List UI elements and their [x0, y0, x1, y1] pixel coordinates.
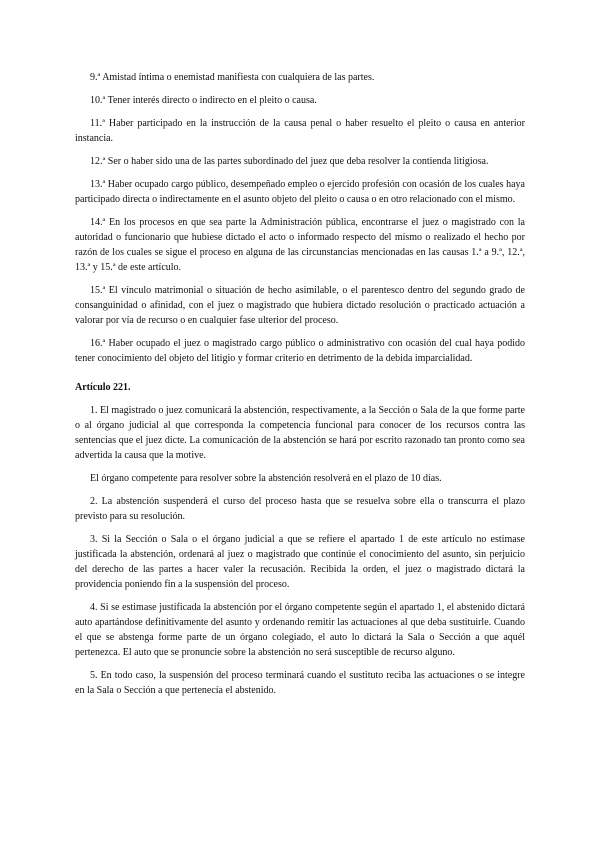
article-section-1: 1. El magistrado o juez comunicará la abstención, respectivamente, a la Sección o Sala de la que forme parte o al órgano judicial al que corresponda la competencia funcional para conocer de los recursos contra las sentencias que el juez dicte. La comunicación de la abstención se hará por escrito razonado tan pronto como sea advertida la causa que la motive. — [75, 405, 525, 461]
cause-15: 15.ª El vínculo matrimonial o situación de hecho asimilable, o el parentesco dentro del segundo grado de consanguinidad o afinidad, con el juez o magistrado que hubiera dictado resolución o practicado actuación a valorar por vía de recurso o en cualquier fase ulterior del proceso. — [75, 285, 525, 326]
article-section-3: 3. Si la Sección o Sala o el órgano judicial a que se refiere el apartado 1 de este artículo no estimase justificada la abstención, ordenará al juez o magistrado que continúe el conocimiento del asunto, sin perjuicio del derecho de las partes a hacer valer la recusación. Recibida la orden, el juez o magistrado dictará la providencia poniendo fin a la suspensión del proceso. — [75, 534, 525, 590]
article-section-4: 4. Si se estimase justificada la abstención por el órgano competente según el apartado 1, el abstenido dictará auto apartándose definitivamente del asunto y ordenando remitir las actuaciones al que deba sustituirle. Cuando el que se abstenga forme parte de un órgano colegiado, el auto lo dictará la Sala o Sección a que aquél pertenezca. El auto que se pronuncie sobre la abstención no será susceptible de recurso alguno. — [75, 602, 525, 658]
cause-14: 14.ª En los procesos en que sea parte la Administración pública, encontrarse el juez o magistrado con la autoridad o funcionario que hubiese dictado el acto o informado respecto del mismo o realizado el hecho por razón de los cuales se sigue el proceso en alguna de las circunstancias mencionadas en las causas 1.ª a 9.ª, 12.ª, 13.ª y 15.ª de este artículo. — [75, 217, 525, 273]
cause-13: 13.ª Haber ocupado cargo público, desempeñado empleo o ejercido profesión con ocasión de los cuales haya participado directa o indirectamente en el asunto objeto del pleito o causa o en otro relacionado con el mismo. — [75, 179, 525, 205]
article-section-2: 2. La abstención suspenderá el curso del proceso hasta que se resuelva sobre ella o transcurra el plazo previsto para su resolución. — [75, 496, 525, 522]
cause-12: 12.ª Ser o haber sido una de las partes subordinado del juez que deba resolver la contienda litigiosa. — [90, 156, 489, 167]
cause-9: 9.ª Amistad íntima o enemistad manifiesta con cualquiera de las partes. — [90, 72, 375, 83]
article-section-1-note: El órgano competente para resolver sobre la abstención resolverá en el plazo de 10 días. — [90, 473, 442, 484]
article-section-5: 5. En todo caso, la suspensión del proceso terminará cuando el sustituto reciba las actuaciones o se integre en la Sala o Sección a que pertenecía el abstenido. — [75, 670, 525, 696]
cause-11: 11.ª Haber participado en la instrucción de la causa penal o haber resuelto el pleito o causa en anterior instancia. — [75, 118, 525, 144]
cause-16: 16.ª Haber ocupado el juez o magistrado cargo público o administrativo con ocasión del cual haya podido tener conocimiento del objeto del litigio y formar criterio en detrimento de la debida imparcialidad. — [75, 338, 525, 364]
article-heading: Artículo 221. — [75, 382, 131, 393]
cause-10: 10.ª Tener interés directo o indirecto en el pleito o causa. — [90, 95, 317, 106]
